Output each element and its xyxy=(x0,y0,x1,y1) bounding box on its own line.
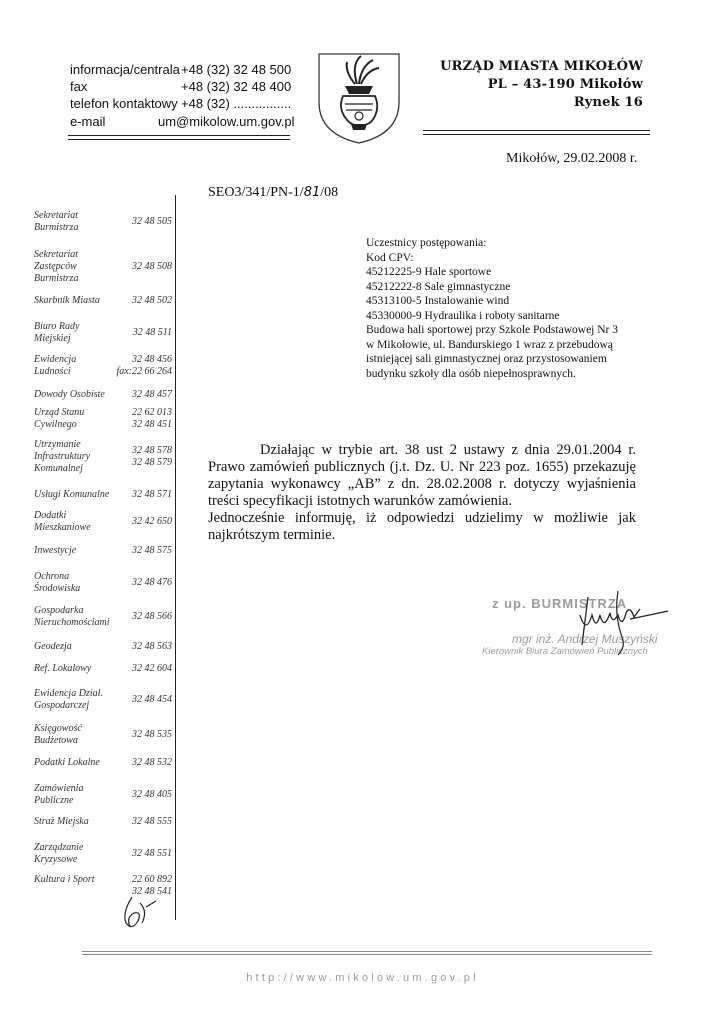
directory-label-line: Ewidencja Dział. xyxy=(34,688,103,699)
recipients-line: istniejącej sali gimnastycznej oraz przystosowaniem xyxy=(366,353,607,365)
office-header xyxy=(440,58,643,112)
stamp-position: Kierownik Biura Zamówień Publicznych xyxy=(482,646,648,657)
contact-divider xyxy=(68,135,290,136)
directory-label-line: Dowody Osobiste xyxy=(34,389,105,400)
directory-label xyxy=(34,663,91,675)
directory-phone xyxy=(132,295,172,307)
directory-phone xyxy=(132,789,172,801)
directory-label-line: Nieruchomościami xyxy=(34,617,110,628)
directory-label xyxy=(34,510,91,534)
body-paragraph: Jednocześnie informuję, iż odpowiedzi udzielimy w możliwie jak najkrótszym terminie. xyxy=(208,510,636,543)
directory-phone-number: 32 48 555 xyxy=(132,816,172,827)
directory-label-line: Straż Miejska xyxy=(34,816,89,827)
directory-phone xyxy=(132,848,172,860)
directory-label-line: Gospodarczej xyxy=(34,700,90,711)
directory-label-line: Publiczne xyxy=(34,795,74,806)
directory-label xyxy=(34,688,103,712)
directory-label xyxy=(34,723,82,747)
directory-label xyxy=(34,210,78,234)
directory-phone xyxy=(116,354,172,378)
contact-value: +48 (32) 32 48 500 xyxy=(181,62,292,77)
directory-phone xyxy=(132,407,172,431)
recipients-line: 45330000-9 Hydraulika i roboty sanitarne xyxy=(366,309,560,322)
directory-phone xyxy=(132,577,172,589)
directory-label-line: Zarządzanie xyxy=(34,842,84,853)
directory-label-line: Budżetowa xyxy=(34,735,78,746)
recipients-block xyxy=(366,236,618,381)
coat-of-arms-emblem xyxy=(315,50,403,146)
directory-phone xyxy=(132,389,172,401)
directory-phone xyxy=(132,216,172,228)
directory-label xyxy=(34,295,100,307)
office-divider xyxy=(423,134,650,135)
place-date: Mikołów, 29.02.2008 r. xyxy=(506,151,638,166)
directory-label-line: Ref. Lokalowy xyxy=(34,663,92,674)
directory-phone-number: 32 48 578 xyxy=(132,445,172,456)
directory-phone xyxy=(132,663,172,675)
directory-label xyxy=(34,605,110,629)
directory-phone xyxy=(132,445,172,469)
directory-phone-number: 32 48 541 xyxy=(132,886,172,897)
directory-phone-number: 32 42 604 xyxy=(132,663,172,674)
office-postal: PL – 43-190 Mikołów xyxy=(487,77,643,92)
directory-phone-number: fax:22 66 264 xyxy=(116,366,172,377)
directory-label-line: Burmistrza xyxy=(34,222,79,233)
directory-label-line: Sekretariat xyxy=(34,210,79,221)
contact-label: e-mail xyxy=(70,114,106,129)
reference-handwritten: 81 xyxy=(303,185,321,200)
recipients-line: Budowa hali sportowej przy Szkole Podstawowej Nr 3 xyxy=(366,324,619,336)
directory-label-line: Kryzysowe xyxy=(34,854,78,865)
recipients-line: w Mikołowie, ul. Bandurskiego 1 wraz z przebudową xyxy=(366,338,613,351)
directory-label xyxy=(34,545,76,557)
handwritten-signature xyxy=(530,585,670,665)
directory-phone-number: 32 48 457 xyxy=(132,389,172,400)
directory-label-line: Komunalnej xyxy=(34,463,83,474)
reference-number xyxy=(208,185,338,201)
directory-phone xyxy=(132,516,172,528)
office-name: URZĄD MIASTA MIKOŁÓW xyxy=(440,59,643,74)
directory-label xyxy=(34,249,78,285)
directory-label xyxy=(34,354,76,378)
directory-label-line: Kultura i Sport xyxy=(34,874,95,885)
directory-phone xyxy=(132,641,172,653)
directory-label-line: Środowiska xyxy=(34,583,81,594)
footer-url: http://www.mikolow.um.gov.pl xyxy=(246,972,479,984)
directory-label-line: Geodezja xyxy=(34,641,72,652)
directory-phone-number: 22 60 892 xyxy=(132,874,172,885)
directory-label-line: Infrastruktury xyxy=(34,451,91,462)
directory-phone-number: 32 48 511 xyxy=(132,327,172,338)
recipients-line: 45313100-5 Instalowanie wind xyxy=(366,295,510,307)
reference-prefix: SEO3/341/PN-1/ xyxy=(208,185,304,200)
directory-phone xyxy=(132,545,172,557)
directory-label-line: Ewidencja xyxy=(34,354,77,365)
directory-phone-number: 32 48 405 xyxy=(132,789,172,800)
directory-phone-number: 32 48 579 xyxy=(132,457,172,468)
directory-label-line: Ludności xyxy=(34,366,71,377)
directory-phone-number: 32 48 505 xyxy=(132,216,172,227)
directory-phone xyxy=(132,729,172,741)
body-paragraph: Działając w trybie art. 38 ust 2 ustawy z dnia 29.01.2004 r. Prawo zamówień publicznych (j.t. Dz. U. Nr 223 poz. 1655) przekazuję zapytania wykonawcy „AB” z dn. 28.02.2008 r. dotyczy wyjaśnienia treści specyfikacji istotnych warunków zamówienia. xyxy=(208,442,636,509)
directory-phone-number: 32 48 451 xyxy=(132,419,172,430)
directory-label-line: Biuro Rady xyxy=(34,321,80,332)
directory-phone-number: 32 48 575 xyxy=(132,545,172,556)
directory-label xyxy=(34,489,109,501)
recipients-line: 45212225-9 Hale sportowe xyxy=(366,266,492,278)
initials-paraph xyxy=(112,893,162,935)
recipients-line: 45212222-8 Sale gimnastyczne xyxy=(366,280,511,293)
directory-label xyxy=(34,842,83,866)
reference-suffix: /08 xyxy=(320,185,339,200)
office-divider xyxy=(423,130,650,131)
directory-label xyxy=(34,816,89,828)
directory-label-line: Gospodarka xyxy=(34,605,84,616)
directory-phone-number: 32 48 532 xyxy=(132,757,172,768)
directory-phone-number: 32 48 454 xyxy=(132,694,172,705)
directory-phone xyxy=(132,261,172,273)
recipients-line: Kod CPV: xyxy=(366,251,414,264)
sidebar-rule xyxy=(175,195,176,920)
directory-label-line: Zastępców xyxy=(34,261,77,272)
directory-label-line: Inwestycje xyxy=(34,545,77,556)
directory-label-line: Urząd Stanu xyxy=(34,407,85,418)
directory-label xyxy=(34,321,79,345)
directory-phone-number: 32 48 571 xyxy=(132,489,172,500)
contact-divider xyxy=(68,139,290,140)
directory-label xyxy=(34,641,72,653)
directory-phone xyxy=(132,489,172,501)
letter-body xyxy=(208,442,636,544)
directory-label-line: Zamówienia xyxy=(34,783,84,794)
footer-divider xyxy=(82,954,652,955)
directory-label xyxy=(34,389,105,401)
directory-label-line: Cywilnego xyxy=(34,419,77,430)
stamp-name: mgr inż. Andrzej Muszyński xyxy=(512,632,658,646)
directory-label xyxy=(34,757,100,769)
directory-label-line: Sekretariat xyxy=(34,249,79,260)
directory-label-line: Miejskiej xyxy=(34,333,71,344)
directory-label xyxy=(34,439,90,475)
contact-label: telefon kontaktowy xyxy=(70,96,178,111)
directory-phone-number: 22 62 013 xyxy=(132,407,172,418)
directory-phone-number: 32 42 650 xyxy=(132,516,172,527)
directory-phone-number: 32 48 502 xyxy=(132,295,172,306)
footer-divider xyxy=(82,951,652,952)
directory-label-line: Ochrona xyxy=(34,571,70,582)
directory-label xyxy=(34,874,95,886)
directory-phone-number: 32 48 456 xyxy=(132,354,172,365)
directory-label-line: Burmistrza xyxy=(34,273,79,284)
directory-phone xyxy=(132,816,172,828)
directory-phone-number: 32 48 551 xyxy=(132,848,172,859)
directory-phone-number: 32 48 508 xyxy=(132,261,172,272)
directory-phone-number: 32 48 476 xyxy=(132,577,172,588)
contact-value: um@mikolow.um.gov.pl xyxy=(158,114,295,129)
directory-label-line: Podatki Lokalne xyxy=(34,757,100,768)
recipients-line: Uczestnicy postępowania: xyxy=(366,237,487,249)
directory-label-line: Mieszkaniowe xyxy=(34,522,91,533)
directory-phone-number: 32 48 563 xyxy=(132,641,172,652)
directory-label xyxy=(34,407,84,431)
directory-label-line: Skarbnik Miasta xyxy=(34,295,100,306)
contact-label: informacja/centrala xyxy=(70,62,180,77)
stamp-authority: z up. BURMISTRZA xyxy=(492,596,628,611)
directory-phone xyxy=(133,327,172,339)
contact-label: fax xyxy=(70,79,88,94)
directory-phone xyxy=(132,611,172,623)
recipients-line: budynku szkoły dla osób niepełnosprawnych. xyxy=(366,367,576,380)
directory-phone xyxy=(132,694,172,706)
directory-label-line: Dodatki xyxy=(34,510,67,521)
directory-label-line: Usługi Komunalne xyxy=(34,489,110,500)
directory-label-line: Utrzymanie xyxy=(34,439,81,450)
directory-phone xyxy=(132,757,172,769)
directory-phone-number: 32 48 566 xyxy=(132,611,172,622)
directory-label xyxy=(34,783,83,807)
directory-label-line: Księgowość xyxy=(34,723,82,734)
directory-phone-number: 32 48 535 xyxy=(132,729,172,740)
contact-value: +48 (32) 32 48 400 xyxy=(181,79,292,94)
directory-label xyxy=(34,571,80,595)
office-street: Rynek 16 xyxy=(573,95,643,110)
contact-value: +48 (32) ................ xyxy=(181,96,292,111)
